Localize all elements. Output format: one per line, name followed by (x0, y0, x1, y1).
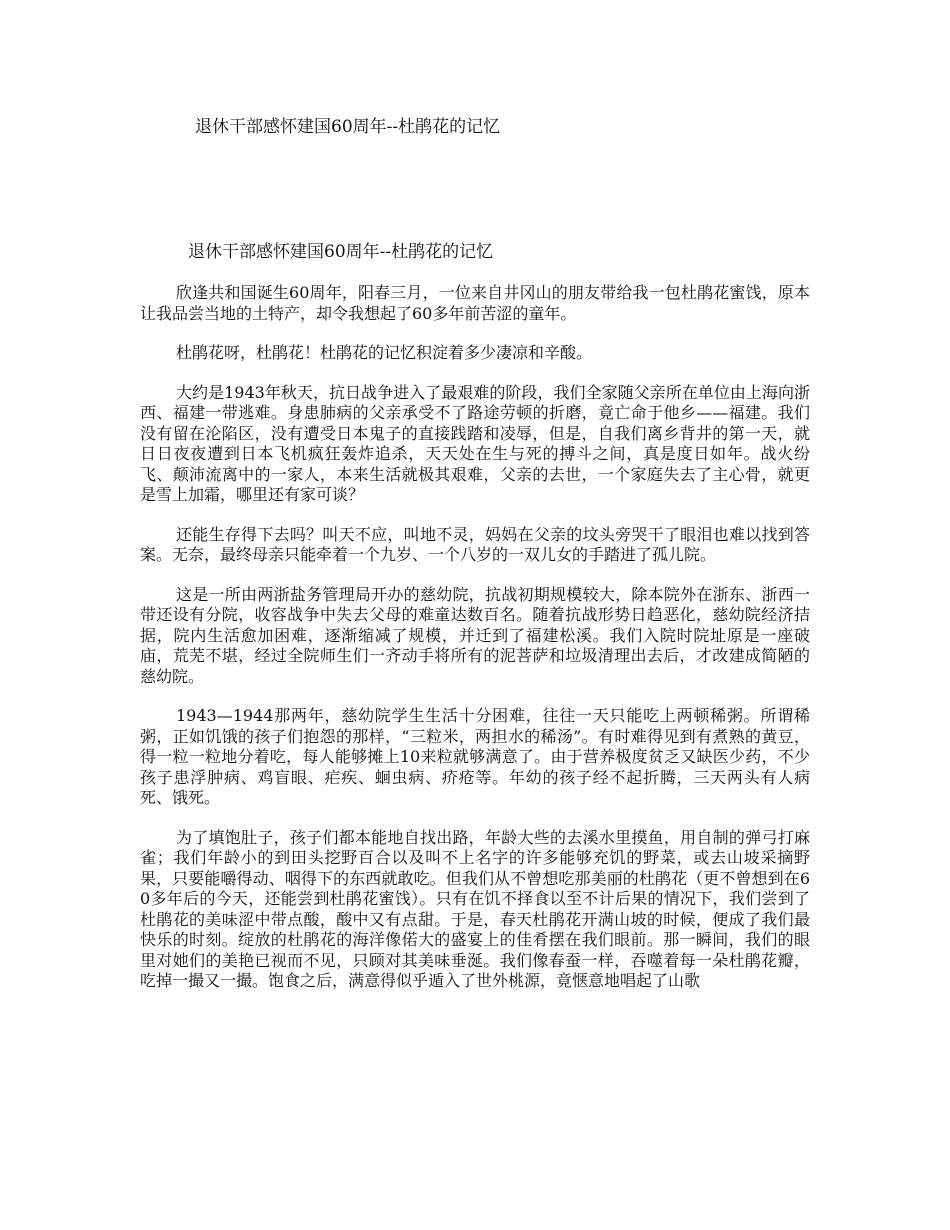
paragraph-2: 杜鹃花呀，杜鹃花！杜鹃花的记忆积淀着多少凄凉和辛酸。 (176, 343, 593, 362)
paragraph-1: 欣逢共和国诞生60周年，阳春三月，一位来自井冈山的朋友带给我一包杜鹃花蜜饯，原本让我品尝当地的土特产，却令我想起了60多年前苦涩的童年。 (140, 283, 810, 323)
article-heading: 退休干部感怀建国60周年--杜鹃花的记忆 (188, 242, 494, 262)
paragraph-3: 大约是1943年秋天，抗日战争进入了最艰难的阶段，我们全家随父亲所在单位由上海向浙西、福建一带逃难。身患肺病的父亲承受不了路途劳顿的折磨，竟亡命于他乡——福建。我们没有留在沦陷区，没有遭受日本鬼子的直接践踏和凌辱，但是，自我们离乡背井的第一天，就日日夜夜遭到日本飞机疯狂轰炸追杀，天天处在生与死的搏斗之间，真是度日如年。战火纷飞、颠沛流离中的一家人，本来生活就极其艰难，父亲的去世，一个家庭失去了主心骨，就更是雪上加霜，哪里还有家可谈？ (140, 382, 810, 504)
paragraph-7: 为了填饱肚子，孩子们都本能地自找出路，年龄大些的去溪水里摸鱼，用自制的弹弓打麻雀；我们年龄小的到田头挖野百合以及叫不上名字的许多能够充饥的野菜，或去山坡采摘野果，只要能嚼得动、咽得下的东西就敢吃。但我们从不曾想吃那美丽的杜鹃花（更不曾想到在60多年后的今天，还能尝到杜鹃花蜜饯）。只有在饥不择食以至不计后果的情况下，我们尝到了杜鹃花的美味涩中带点酸，酸中又有点甜。于是，春天杜鹃花开满山坡的时候，便成了我们最快乐的时刻。绽放的杜鹃花的海洋像偌大的盛宴上的佳肴摆在我们眼前。那一瞬间，我们的眼里对她们的美艳已视而不见，只顾对其美味垂涎。我们像春蚕一样，吞噬着每一朵杜鹃花瓣，吃掉一撮又一撮。饱食之后，满意得似乎遁入了世外桃源，竟惬意地唱起了山歌 (140, 827, 810, 990)
paragraph-5: 这是一所由两浙盐务管理局开办的慈幼院，抗战初期规模较大，除本院外在浙东、浙西一带还设有分院，收容战争中失去父母的难童达数百名。随着抗战形势日趋恶化，慈幼院经济拮据，院内生活愈加困难，逐渐缩减了规模，并迁到了福建松溪。我们入院时院址原是一座破庙，荒芜不堪，经过全院师生们一齐动手将所有的泥菩萨和垃圾清理出去后，才改建成简陋的慈幼院。 (140, 584, 810, 686)
paragraph-4: 还能生存得下去吗？叫天不应，叫地不灵，妈妈在父亲的坟头旁哭干了眼泪也难以找到答案。无奈，最终母亲只能牵着一个九岁、一个八岁的一双儿女的手踏进了孤儿院。 (140, 524, 810, 564)
paragraph-6: 1943—1944那两年，慈幼院学生生活十分困难，往往一天只能吃上两顿稀粥。所谓稀粥，正如饥饿的孩子们抱怨的那样，“三粒米，两担水的稀汤”。有时难得见到有煮熟的黄豆，得一粒一粒地分着吃，每人能够摊上10来粒就够满意了。由于营养极度贫乏又缺医少药，不少孩子患浮肿病、鸡盲眼、疟疾、蛔虫病、疥疮等。年幼的孩子经不起折腾，三天两头有人病死、饿死。 (140, 706, 810, 807)
article-body (140, 283, 810, 1011)
document-title: 退休干部感怀建国60周年--杜鹃花的记忆 (195, 117, 501, 137)
